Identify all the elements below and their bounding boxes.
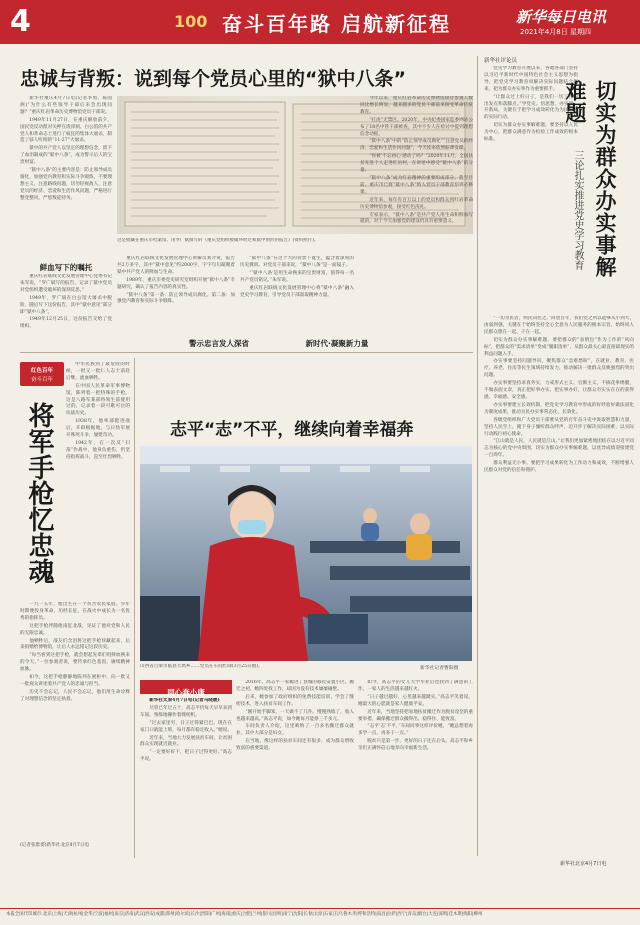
- badge-line2: 奋斗百年: [30, 377, 53, 383]
- right-column-divider: [477, 56, 478, 856]
- commentary-headline-text: 切实为群众办实事解难题: [563, 80, 618, 278]
- sidebar-body-top: 中华民族到了最危险的时候，一批又一批仁人志士前赴后继，流血牺牲。 在中国人民革命军事博物馆，陈列着一把特殊的手枪。这是八路军某部将领生前使用过的，记录着一段可歌可泣的抗战历史。 1938年，他率部挺进敌后，开辟根据地，与日伪军展开殊死斗争，屡建奇功。 1942年，在一次反“扫荡”作战中，他身负重伤，仍坚持指挥战斗，直至壮烈牺牲。: [66, 362, 130, 460]
- commentary-body-bottom: “一切为民者，则民向往之。”回望百年，我们党之所以能够从小到大、由弱到强，关键在于始终坚持全心全意为人民服务的根本宗旨，始终同人民群众想在一起、干在一起。 切实为群众办实事解难题，要把群众的“表情包”作为工作的“风向标”，把群众的“需求清单”变成“履职清单”，从群众最关心最直接最现实的利益问题入手。 办实事要坚持问题导向，聚焦群众“急难愁盼”，在就业、教育、医疗、养老、住房等民生领域持续发力，推动解决一批群众反映强烈的突出问题。 办实事要坚持求真务实，力戒形式主义、官僚主义，不搞花拳绣腿，不做表面文章，真正把好事办实、把实事办好，让群众有实实在在的获得感、幸福感、安全感。 办实事要建立长效机制，把党史学习教育中形成的好经验好做法固化为制度成果，推动为民办实事常态化、长效化。 各级党组织和广大党员干部要从党的百年奋斗史中汲取智慧和力量，坚持人民至上，俯下身子倾听群众呼声，迈开步子解决实际困难，以实际行动践行初心使命。 “江山就是人民，人民就是江山。”让我们更加紧密地团结在以习近平同志为核心的党中央周围，切实为群众办实事解难题，以优异成绩迎接建党一百周年。 群众利益无小事。要把学习成果转化为工作动力和成效，不断增强人民群众对党的信任和拥护。: [484, 316, 634, 474]
- photo-caption: 山西省吕梁市临县大禹乡……党员在车间忙碌(3月25日摄)。: [140, 664, 263, 669]
- footer-printing-sites: 本报全国代印城市:北京|上海|天津|杭州|金华|宁波|福州|南京|济南|武汉|西安|成都|郑州|哈尔滨|长沙|贵阳|广州|海南|重庆|合肥|兰州|银川|昆明|南宁|沈阳|长春|太原|石家庄|乌鲁木齐|呼和浩特|南昌|拉萨|西宁|青岛|烟台|大连|深圳|佳木斯|绵阳|柳州: [6, 912, 483, 917]
- commentary-body-top: 党史学习教育开展以来，各地各部门坚持以习近平新时代中国特色社会主义思想为指导，把党史学习教育同解决实际问题结合起来，把为群众办实事作为重要抓手。 “让群众过上好日子，是我们一切工作的出发点和落脚点。”学党史、悟思想、办实事、开新局，关键在于把学习成效转化为为民服务的实际行动。 切实为群众办实事解难题，要坚持以人民为中心，把群众满意作为检验工作成效的根本标准。: [484, 66, 578, 143]
- feature-dateline: 新华社太原4月7日电(记者马晓媛): [149, 698, 220, 703]
- photo-credit: 新华社记者曹阳摄: [420, 666, 459, 671]
- feature-col3: 如今，高志平的女儿大学毕业后也找到了满意的工作，一家人的生活越来越红火。 “日子越过越好，心里越来越踏实。”高志平笑着说，她最大的心愿就是家人健康平安。 近年来，当地坚持把易地扶贫搬迁作为脱贫攻坚的重要举措，确保搬迁群众搬得出、稳得住、能致富。 “志平‘志’不平，”车间同事这样评价她，“她总想着再多学一点，再多干一点。” 脱贫只是第一步，更好的日子还在后头。高志平和乡亲们正满怀信心地奔向幸福新生活。: [358, 680, 473, 752]
- section-title-1: 鲜血写下的嘱托: [39, 263, 93, 272]
- commentary-subhead: [571, 150, 585, 280]
- commentary-signoff: 新华社北京4月7日电: [560, 861, 607, 867]
- red-century-badge: [20, 362, 64, 386]
- page-number: 4: [10, 4, 31, 39]
- date-line: 2021年4月8日 星期四: [520, 28, 591, 36]
- badge-line1: 红色百年: [30, 368, 53, 374]
- main-article-col4: 今年以来，重庆红岩革命历史博物馆接待参观人数同比增长明显，越来越多的党员干部前来接受革命传统教育。 “打虎”无禁区。2020年，中央纪委国家监委网站公布了18名中管干部被查，其中不少人在检讨中提到理想信念动摇。 “狱中八条”中的“防止领导成员腐化”“注意党员的经济、恋爱和生活作风问题”，今天读来依然振聋发聩。 “你被‘不忘初心’感动了吗？”2020年11月，全国扶贫先进个人走进红岩村，在讲述中感受“狱中八条”的分量。 “狱中八条”成为红岩精神的重要组成部分。截至目前，重庆市已将“狱中八条”纳入党员干部教育培训必修课。 近年来，每年有百万以上的党员和群众到红岩革命历史博物馆参观，接受红色洗礼。 专家表示，“狱中八条”是共产党人用生命和鲜血写就的，对于今天加强党的建设仍具有重要意义。: [360, 96, 473, 225]
- section-divider: [20, 352, 473, 353]
- section-tag-text: 同心奔小康: [167, 688, 205, 697]
- sidebar-headline: [24, 402, 58, 602]
- commentary-subhead-text: 三论扎实推进党史学习教育: [572, 150, 583, 270]
- centenary-logo-icon: [172, 11, 212, 31]
- commentary-label: 新华社评论员: [484, 58, 518, 64]
- feature-col2: 2016年，高志平一家搬进了县城的移民安置小区。搬迁之初，她四处找工作，却因为没有技术屡屡碰壁。 后来，她参加了政府组织的免费技能培训，学会了缝纫技术，进入扶贫车间工作。 “刚开始手脚笨，一天做不了几件。慢慢熟练了，收入也越来越高。”高志平说，如今她每月能挣三千多元。 车间负责人介绍，这里吸纳了一百多名搬迁群众就业，其中大部分是妇女。 在当地，像这样的扶贫车间还有很多，成为群众增收致富的重要渠道。: [236, 680, 354, 752]
- section-title-3: 新时代·凝聚新力量: [305, 339, 369, 348]
- photo-feature-headline: 志平“志”不平，继续向着幸福奔: [170, 420, 414, 440]
- section-tag: [140, 680, 232, 697]
- svg-text:100: 100: [174, 12, 208, 31]
- sidebar-body-bottom: 一九一五年，他出生在一个贫苦农民家庭。少年时期便投身革命，历经长征，在战火中成长为一名优秀的指挥员。 这把手枪伴随他南征北战，见证了他对党和人民的无限忠诚。 他牺牲后，战友们含泪将这把手枪珍藏起来，后来捐赠给博物馆，让后人永远铭记这段历史。 “每当看到这把手枪，就会想起先辈们用鲜血换来的今天。”一位参观者说，要传承红色基因，赓续精神血脉。 如今，这把手枪静静地陈列在展柜中，向一批又一批观众讲述着共产党人的忠诚与担当。 历史不会忘记，人民不会忘记。他们用生命诠释了对理想信念的坚定执着。: [20, 602, 130, 702]
- main-article-col2: 重庆红岩联线文化发展管理中心讲解员刘介说，报告共2万多字，其中“狱中意见”约2000字，字字句句凝聚着狱中共产党人的鲜血与生命。 1989年，重庆市委党史研究室组织开展“狱中八条”专题研究，确认了报告内容的真实性。 “狱中八条”第一条：防止领导成员腐化。第二条：加强党内教育和实际斗争锻炼。: [117, 256, 235, 305]
- lead-paragraph: 新华社重庆4月7日电(记者李勇、陈国洲)“为什么有些领导干部后来会出现问题？”重庆红岩革命历史博物馆党员干部说。: [20, 96, 112, 115]
- footer-rule: [0, 908, 640, 909]
- main-article-col1-body: 重庆红岩联线文化发展管理中心党委书记朱军说，“罗广斌写的报告，记录了狱中党员对党组织遭受破坏的深刻反思。” 1949年，罗广斌在白公馆大屠杀中脱险，随后写下这份报告，其中“狱中意见”部分即“狱中八条”。 1949年12月25日，这份报告交给了党组织。: [20, 274, 112, 330]
- factory-worker-photo: [140, 446, 472, 661]
- header-slogan: 奋斗百年路 启航新征程: [222, 12, 451, 36]
- main-headline: 忠诚与背叛：说到每个党员心里的“狱中八条”: [20, 68, 406, 90]
- archive-photo-caption: 这是收藏在重庆市档案馆、由罗广斌撰写的《重庆党组织被破坏经过和狱中情形的报告》(资料照片)。: [117, 238, 319, 243]
- main-article-lead: 新华社重庆4月7日电(记者李勇、陈国洲)“为什么有些领导干部后来会出现问题？”重庆红岩革命历史博物馆党员干部说。 1949年11月27日，在重庆解放前夕，国民党反动派对关押在渣滓洞、白公馆的共产党人和革命志士进行了疯狂的集体大屠杀，制造了骇人听闻的“11·27”大屠杀。 狱中的共产党人以坚定的理想信念，留下了血泪凝成的“狱中八条”，成为警示后人的宝贵财富。 “狱中八条”的主要内容是：防止领导成员腐化，加强党内教育和实际斗争锻炼，不要理想主义，注意路线问题，切勿轻视敌人，注意党员的经济、恋爱和生活作风问题，严格进行整党整风，严惩叛徒特务。: [20, 96, 112, 201]
- sidebar-signoff: (记者张紫赟)新华社北京4月7日电: [20, 843, 90, 848]
- sidebar-divider: [134, 358, 135, 858]
- page-header: [0, 0, 640, 44]
- feature-col1: 新华社太原4月7日电(记者马晓媛) 尽管已年过五十，高志平仍每天早早来到车间，熟练地操作着缝纫机。 “过去家里穷，日子过得紧巴巴。现在在家门口就能上班，每月都有稳定收入。”她说。 近年来，当地大力发展扶贫车间，让贫困群众实现就近就业。 “一定要好好干，把日子过得更好。”高志平说。: [140, 698, 232, 763]
- main-article-col3: “狱中八条”在这个大的背景下诞生，蕴含着深刻的历史教训。对党员干部来说，“狱中八条”是一面镜子。 “‘狱中八条’是用生命换来的宝贵财富，值得每一名共产党员铭记。”朱军说。 重庆红岩联线文化发展管理中心将“狱中八条”融入党史学习教育，引导党员干部汲取精神力量。: [240, 256, 354, 298]
- sidebar-headline-text: 将军手枪忆忠魂: [24, 402, 54, 584]
- section-title-2: 警示忠言发人深省: [189, 339, 249, 348]
- paper-name: 新华每日电讯: [516, 8, 607, 26]
